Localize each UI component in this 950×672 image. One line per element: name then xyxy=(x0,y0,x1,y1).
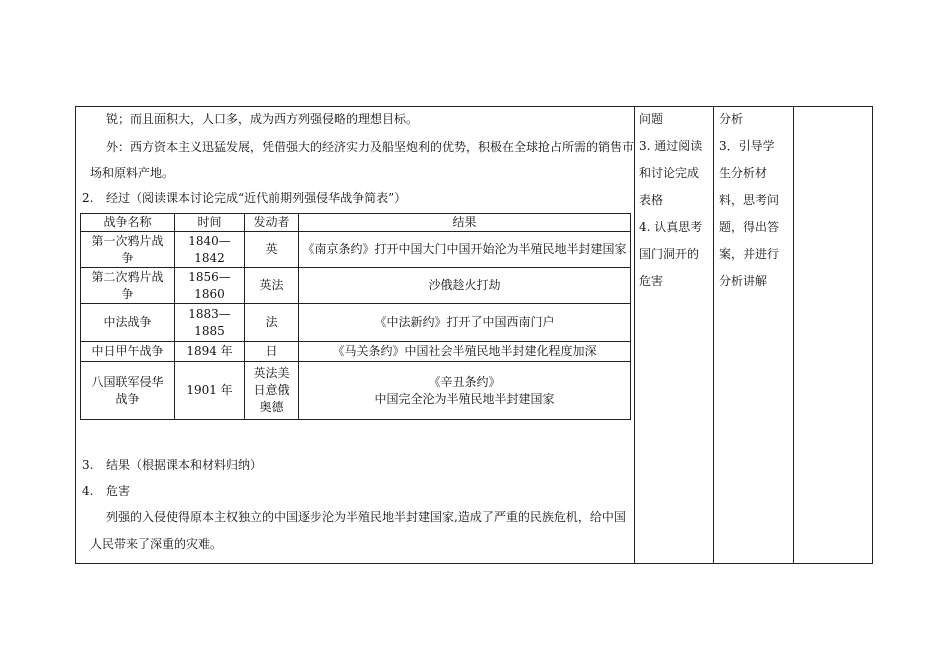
table-header-row xyxy=(81,214,631,232)
header-result: 结果 xyxy=(299,214,631,232)
cell-war-name: 第二次鸦片战 争 xyxy=(81,268,175,304)
cell-war-name: 中法战争 xyxy=(81,304,175,342)
cell-war-name: 中日甲午战争 xyxy=(81,342,175,362)
column-divider xyxy=(713,107,714,563)
header-time: 时间 xyxy=(175,214,245,232)
cell-result: 《马关条约》中国社会半殖民地半封建化程度加深 xyxy=(299,342,631,362)
col3-line: 3．引导学 xyxy=(719,139,775,153)
table-row xyxy=(81,232,631,268)
cell-time: 1894 年 xyxy=(175,342,245,362)
col3-line: 案，并进行 xyxy=(719,247,780,261)
paragraph-4: 列强的入侵使得原本主权独立的中国逐步沦为半殖民地半封建国家,造成了严重的民族危机，给中国 xyxy=(106,510,626,524)
teacher-activity-column xyxy=(639,111,702,300)
cell-result: 《中法新约》打开了中国西南门户 xyxy=(299,304,631,342)
column-divider xyxy=(634,107,635,563)
col2-line: 危害 xyxy=(639,274,664,288)
col3-line: 分析 xyxy=(719,112,744,126)
student-activity-column xyxy=(719,111,779,300)
cell-initiator: 英法美 日意俄 奥德 xyxy=(245,362,299,420)
col3-line: 料，思考问 xyxy=(719,193,780,207)
cell-time: 1883— 1885 xyxy=(175,304,245,342)
cell-result: 《辛丑条约》 中国完全沦为半殖民地半封建国家 xyxy=(299,362,631,420)
cell-time: 1856— 1860 xyxy=(175,268,245,304)
col2-line: 表格 xyxy=(639,193,664,207)
col2-line: 国门洞开的 xyxy=(639,247,700,261)
col2-line: 和讨论完成 xyxy=(639,166,700,180)
section-3-heading: 结果（根据课本和材料归纳） xyxy=(106,458,263,472)
col2-line: 问题 xyxy=(639,112,664,126)
col2-line: 4. 认真思考 xyxy=(639,220,703,234)
col2-line: 3. 通过阅读 xyxy=(639,139,703,153)
table-row xyxy=(81,342,631,362)
table-row xyxy=(81,362,631,420)
section-4-number: 4. xyxy=(82,484,94,498)
paragraph-1: 锐；而且面积大，人口多，成为西方列强侵略的理想目标。 xyxy=(106,112,419,126)
cell-initiator: 日 xyxy=(245,342,299,362)
cell-time: 1840— 1842 xyxy=(175,232,245,268)
war-summary-table xyxy=(80,213,631,420)
section-4-heading: 危害 xyxy=(106,484,131,498)
cell-initiator: 英法 xyxy=(245,268,299,304)
lesson-table xyxy=(75,106,873,564)
header-war-name: 战争名称 xyxy=(81,214,175,232)
section-3-number: 3. xyxy=(82,458,94,472)
table-row xyxy=(81,268,631,304)
cell-result: 沙俄趁火打劫 xyxy=(299,268,631,304)
cell-initiator: 英 xyxy=(245,232,299,268)
cell-time: 1901 年 xyxy=(175,362,245,420)
cell-war-name: 第一次鸦片战 争 xyxy=(81,232,175,268)
section-2-heading: 经过（阅读课本讨论完成“近代前期列强侵华战争简表”） xyxy=(106,191,407,205)
cell-war-name: 八国联军侵华 战争 xyxy=(81,362,175,420)
col3-line: 题，得出答 xyxy=(719,220,780,234)
cell-result: 《南京条约》打开中国大门中国开始沦为半殖民地半封建国家 xyxy=(299,232,631,268)
paragraph-4-cont: 人民带来了深重的灾难。 xyxy=(90,537,223,551)
table-row xyxy=(81,304,631,342)
col3-line: 分析讲解 xyxy=(719,274,768,288)
header-initiator: 发动者 xyxy=(245,214,299,232)
section-2-number: 2. xyxy=(82,191,94,205)
col3-line: 生分析材 xyxy=(719,166,768,180)
paragraph-2-cont: 场和原料产地。 xyxy=(90,166,175,180)
paragraph-2: 外：西方资本主义迅猛发展，凭借强大的经济实力及船坚炮利的优势，积极在全球抢占所需的销售市 xyxy=(106,140,635,154)
cell-initiator: 法 xyxy=(245,304,299,342)
column-divider xyxy=(793,107,794,563)
